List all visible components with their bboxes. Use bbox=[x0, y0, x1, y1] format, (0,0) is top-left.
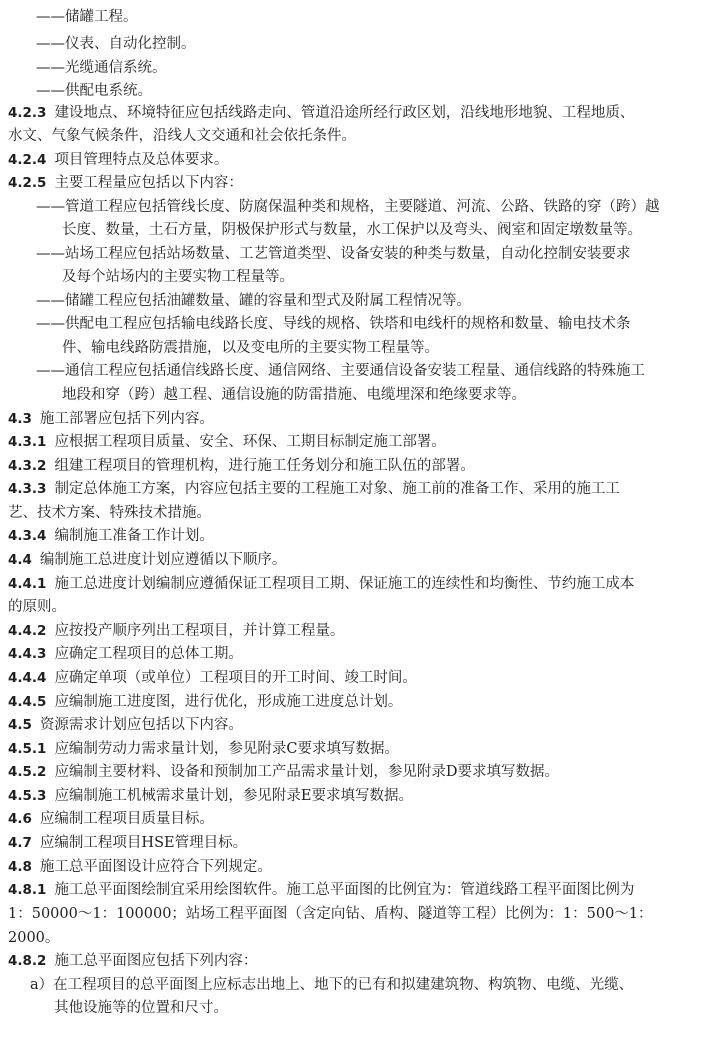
clause-number: 4.3.4 bbox=[8, 528, 47, 544]
clause-number: 4.4.3 bbox=[8, 646, 47, 662]
clause-number: 4.7 bbox=[8, 835, 32, 851]
text-line bbox=[8, 172, 708, 194]
clause-number: 4.4.1 bbox=[8, 576, 47, 592]
clause-text: ——通信工程应包括通信线路长度、通信网络、主要通信设备安装工程量、通信线路的特殊施工 bbox=[36, 363, 645, 379]
text-line bbox=[8, 620, 708, 642]
clause-text: 编制施工总进度计划应遵循以下顺序。 bbox=[39, 552, 287, 568]
text-line bbox=[8, 903, 708, 925]
text-line bbox=[62, 384, 708, 406]
clause-number: 4.3.3 bbox=[8, 481, 47, 497]
clause-text: 施工部署应包括下列内容。 bbox=[39, 411, 214, 427]
text-line bbox=[62, 219, 708, 241]
clause-text: 施工总平面图设计应符合下列规定。 bbox=[39, 859, 272, 875]
text-line bbox=[54, 997, 708, 1019]
clause-number: 4.4.4 bbox=[8, 670, 47, 686]
clause-text: ——站场工程应包括站场数量、工艺管道类型、设备安装的种类与数量，自动化控制安装要求 bbox=[36, 246, 631, 262]
text-line bbox=[8, 502, 708, 524]
clause-text: 应编制劳动力需求量计划，参见附录C要求填写数据。 bbox=[54, 741, 400, 757]
text-line bbox=[8, 525, 708, 547]
text-line bbox=[36, 6, 708, 28]
clause-text: 长度、数量，土石方量，阴极保护形式与数量，水工保护以及弯头、阀室和固定墩数量等。 bbox=[62, 222, 642, 238]
text-line bbox=[8, 596, 708, 618]
clause-text: 施工总平面图绘制宜采用绘图软件。施工总平面图的比例宜为：管道线路工程平面图比例为 bbox=[54, 882, 635, 898]
clause-number: 4.8 bbox=[8, 859, 32, 875]
text-line bbox=[8, 149, 708, 171]
clause-text: 施工总进度计划编制应遵循保证工程项目工期、保证施工的连续性和均衡性、节约施工成本 bbox=[54, 576, 635, 592]
clause-number: 4.5.2 bbox=[8, 764, 47, 780]
text-line bbox=[8, 950, 708, 972]
clause-number: 4.4.2 bbox=[8, 623, 47, 639]
text-line bbox=[8, 785, 708, 807]
clause-text: 1：50000～1：100000；站场工程平面图（含定向钻、盾构、隧道等工程）比例为：1：500～1： bbox=[8, 906, 653, 922]
text-line bbox=[8, 714, 708, 736]
clause-text: 件、输电线路防震措施，以及变电所的主要实物工程量等。 bbox=[62, 340, 439, 356]
clause-text: 地段和穿（跨）越工程、通信设施的防雷措施、电缆埋深和绝缘要求等。 bbox=[62, 387, 526, 403]
clause-number: 4.8.1 bbox=[8, 882, 47, 898]
text-line bbox=[36, 196, 708, 218]
text-line bbox=[36, 243, 708, 265]
text-line bbox=[36, 80, 708, 102]
clause-text: 的原则。 bbox=[8, 599, 66, 615]
clause-text: 主要工程量应包括以下内容： bbox=[54, 175, 243, 191]
clause-text: 制定总体施工方案，内容应包括主要的工程施工对象、施工前的准备工作、采用的施工工 bbox=[54, 481, 620, 497]
clause-number: 4.2.5 bbox=[8, 175, 47, 191]
text-line bbox=[8, 102, 708, 124]
clause-text: 应编制施工进度图，进行优化，形成施工进度总计划。 bbox=[54, 694, 403, 710]
text-line bbox=[30, 974, 708, 996]
clause-number: 4.3.2 bbox=[8, 458, 47, 474]
text-line bbox=[8, 667, 708, 689]
clause-number: 4.2.4 bbox=[8, 152, 47, 168]
text-line bbox=[8, 808, 708, 830]
clause-text: ——供配电工程应包括输电线路长度、导线的规格、铁塔和电线杆的规格和数量、输电技术条 bbox=[36, 316, 631, 332]
clause-text: 应编制工程项目HSE管理目标。 bbox=[39, 835, 248, 851]
clause-text: ——储罐工程应包括油罐数量、罐的容量和型式及附属工程情况等。 bbox=[36, 293, 471, 309]
text-line bbox=[36, 360, 708, 382]
clause-text: 应编制主要材料、设备和预制加工产品需求量计划，参见附录D要求填写数据。 bbox=[54, 764, 560, 780]
text-line bbox=[8, 856, 708, 878]
clause-text: 应编制工程项目质量目标。 bbox=[39, 811, 214, 827]
clause-number: 4.3 bbox=[8, 411, 32, 427]
clause-text: 项目管理特点及总体要求。 bbox=[54, 152, 229, 168]
text-line bbox=[62, 266, 708, 288]
clause-number: 4.2.3 bbox=[8, 105, 47, 121]
text-line bbox=[8, 691, 708, 713]
text-line bbox=[62, 337, 708, 359]
clause-text: ——光缆通信系统。 bbox=[36, 60, 167, 76]
text-line bbox=[8, 455, 708, 477]
text-line bbox=[36, 313, 708, 335]
text-line bbox=[8, 125, 708, 147]
clause-text: 建设地点、环境特征应包括线路走向、管道沿途所经行政区划，沿线地形地貌、工程地质、 bbox=[54, 105, 635, 121]
clause-text: 应确定工程项目的总体工期。 bbox=[54, 646, 243, 662]
text-line bbox=[8, 549, 708, 571]
clause-text: 应编制施工机械需求量计划，参见附录E要求填写数据。 bbox=[54, 788, 414, 804]
clause-text: 水文、气象气候条件，沿线人文交通和社会依托条件。 bbox=[8, 128, 356, 144]
text-line bbox=[8, 573, 708, 595]
text-line bbox=[36, 290, 708, 312]
clause-text: 应确定单项（或单位）工程项目的开工时间、竣工时间。 bbox=[54, 670, 417, 686]
text-line bbox=[8, 738, 708, 760]
clause-number: 4.5 bbox=[8, 717, 32, 733]
clause-text: 2000。 bbox=[8, 930, 60, 946]
clause-number: 4.8.2 bbox=[8, 953, 47, 969]
clause-text: 及每个站场内的主要实物工程量等。 bbox=[62, 269, 294, 285]
clause-number: 4.5.1 bbox=[8, 741, 47, 757]
clause-number: 4.3.1 bbox=[8, 434, 47, 450]
clause-text: 应按投产顺序列出工程项目，并计算工程量。 bbox=[54, 623, 345, 639]
clause-text: 组建工程项目的管理机构，进行施工任务划分和施工队伍的部署。 bbox=[54, 458, 475, 474]
clause-text: ——管道工程应包括管线长度、防腐保温种类和规格，主要隧道、河流、公路、铁路的穿（跨）越 bbox=[36, 199, 660, 215]
text-line bbox=[8, 761, 708, 783]
text-line bbox=[8, 832, 708, 854]
text-line bbox=[36, 33, 708, 55]
clause-text: ——仪表、自动化控制。 bbox=[36, 36, 196, 52]
clause-text: ——储罐工程。 bbox=[36, 9, 138, 25]
clause-number: 4.6 bbox=[8, 811, 32, 827]
text-line bbox=[8, 879, 708, 901]
clause-text: 资源需求计划应包括以下内容。 bbox=[39, 717, 243, 733]
text-line bbox=[8, 478, 708, 500]
clause-text: 应根据工程项目质量、安全、环保、工期目标制定施工部署。 bbox=[54, 434, 446, 450]
clause-text: 艺、技术方案、特殊技术措施。 bbox=[8, 505, 211, 521]
clause-number: 4.4.5 bbox=[8, 694, 47, 710]
text-line bbox=[36, 57, 708, 79]
clause-number: 4.5.3 bbox=[8, 788, 47, 804]
text-line bbox=[8, 643, 708, 665]
clause-text: 其他设施等的位置和尺寸。 bbox=[54, 1000, 228, 1016]
clause-text: ——供配电系统。 bbox=[36, 83, 152, 99]
clause-text: 施工总平面图应包括下列内容： bbox=[54, 953, 258, 969]
text-line bbox=[8, 408, 708, 430]
text-line bbox=[8, 431, 708, 453]
clause-text: 编制施工准备工作计划。 bbox=[54, 528, 214, 544]
clause-number: 4.4 bbox=[8, 552, 32, 568]
clause-text: a）在工程项目的总平面图上应标志出地上、地下的已有和拟建建筑物、构筑物、电缆、光缆、 bbox=[30, 977, 634, 993]
text-line bbox=[8, 927, 708, 949]
